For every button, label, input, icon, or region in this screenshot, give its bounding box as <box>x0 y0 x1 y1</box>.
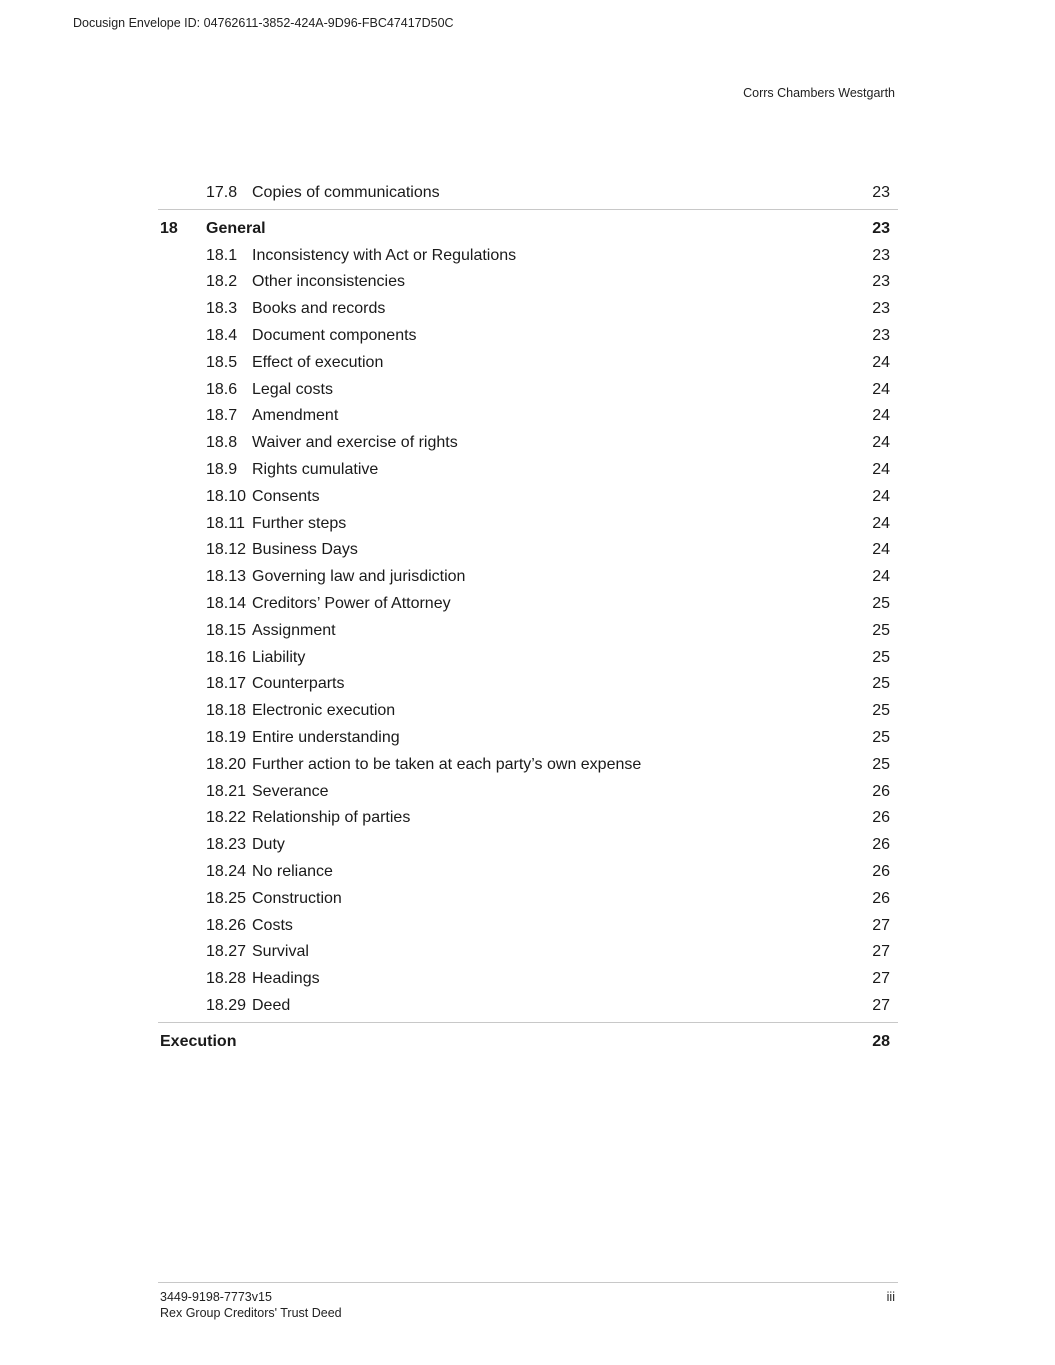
toc-entry[interactable] <box>158 537 898 564</box>
toc-entry-title: Severance <box>252 782 329 800</box>
toc-entry[interactable] <box>158 913 898 940</box>
toc-entry-page: 24 <box>872 568 890 586</box>
toc-entry-title: Effect of execution <box>252 353 384 371</box>
toc-entry[interactable] <box>158 269 898 296</box>
toc-entry-number: 18.15 <box>206 621 247 639</box>
toc-entry-page: 24 <box>872 487 890 505</box>
toc-entry-title: Copies of communications <box>252 184 440 201</box>
toc-entry-page: 24 <box>872 380 890 398</box>
toc-entry-title: Governing law and jurisdiction <box>252 568 466 586</box>
toc-entry-title: Creditors’ Power of Attorney <box>252 594 451 612</box>
toc-entry-title: Headings <box>252 970 320 988</box>
toc-entry-number: 18.25 <box>206 889 247 907</box>
toc-entry-page: 25 <box>872 621 890 639</box>
toc-entry-title: Counterparts <box>252 675 345 693</box>
toc-entry-number: 18.10 <box>206 487 247 505</box>
toc-heading-title: General <box>206 219 266 237</box>
toc-entry[interactable] <box>158 752 898 779</box>
toc-entry[interactable] <box>158 966 898 993</box>
toc-entry-number: 18.27 <box>206 943 247 961</box>
toc-entry-page: 27 <box>872 916 890 934</box>
toc-entry[interactable] <box>158 377 898 404</box>
toc-entry-title: Deed <box>252 996 291 1014</box>
toc-heading-page: 23 <box>872 219 890 237</box>
toc-entry-page: 26 <box>872 809 890 827</box>
toc-entry[interactable] <box>158 511 898 538</box>
toc-section-17-tail <box>158 180 898 207</box>
toc-entry-title: Relationship of parties <box>252 809 411 827</box>
firm-name: Corrs Chambers Westgarth <box>743 86 895 100</box>
toc-entry-number: 18.2 <box>206 273 238 291</box>
toc-entry-number: 18.3 <box>206 300 238 318</box>
toc-entry-number: 18.28 <box>206 970 247 988</box>
toc-entry-title: Survival <box>252 943 309 961</box>
toc-entry[interactable] <box>158 725 898 752</box>
toc-entry[interactable] <box>158 350 898 377</box>
toc-entry-number: 18.1 <box>206 246 238 264</box>
toc-entry[interactable] <box>158 591 898 618</box>
toc-entry-title: Further action to be taken at each party’s own expense <box>252 755 642 773</box>
toc-entry[interactable] <box>158 243 898 270</box>
toc-entry-number: 18.19 <box>206 728 247 746</box>
toc-entry[interactable] <box>158 939 898 966</box>
toc-entry[interactable] <box>158 564 898 591</box>
toc-entry-page: 27 <box>872 996 890 1014</box>
toc-entry[interactable] <box>158 698 898 725</box>
toc-entry-title: Books and records <box>252 300 386 318</box>
toc-entry[interactable] <box>158 805 898 832</box>
toc-entry-number: 18.4 <box>206 326 238 344</box>
toc-entry-number: 18.20 <box>206 755 247 773</box>
toc-heading-page: 28 <box>872 1032 890 1050</box>
toc-entry-page: 24 <box>872 460 890 478</box>
toc-entry-title: Liability <box>252 648 306 666</box>
toc-entry[interactable] <box>158 430 898 457</box>
toc-entry-title: No reliance <box>252 862 333 880</box>
toc-entry-number: 18.13 <box>206 568 247 586</box>
toc-entry-number: 18.21 <box>206 782 247 800</box>
toc-entry[interactable] <box>158 832 898 859</box>
footer-doc-id: 3449-9198-7773v15 <box>160 1290 272 1304</box>
toc-entry-page: 25 <box>872 755 890 773</box>
toc-entry-title: Waiver and exercise of rights <box>252 434 458 452</box>
toc-entry-title: Costs <box>252 916 293 934</box>
toc-entry-title: Assignment <box>252 621 336 639</box>
footer-page-number: iii <box>886 1290 895 1304</box>
toc-entry-page: 27 <box>872 970 890 988</box>
toc-entry-number: 18.6 <box>206 380 238 398</box>
toc-entry-number: 18.14 <box>206 594 247 612</box>
toc-entry[interactable] <box>158 618 898 645</box>
toc-entry[interactable] <box>158 296 898 323</box>
toc-entry-page: 23 <box>872 300 890 318</box>
toc-entry[interactable] <box>158 671 898 698</box>
toc-entry-number: 18.8 <box>206 434 238 452</box>
toc-entry[interactable] <box>158 180 898 207</box>
toc-entry-number: 18.24 <box>206 862 247 880</box>
toc-entry-number: 18.23 <box>206 836 247 854</box>
toc-entry-page: 26 <box>872 836 890 854</box>
toc-entry-page: 24 <box>872 434 890 452</box>
toc-entry-page: 24 <box>872 514 890 532</box>
toc-entry-title: Document components <box>252 326 417 344</box>
footer-divider <box>158 1282 898 1283</box>
toc-entry-page: 25 <box>872 702 890 720</box>
toc-entry[interactable] <box>158 403 898 430</box>
toc-entry-page: 24 <box>872 541 890 559</box>
toc-entry-page: 24 <box>872 353 890 371</box>
toc-entry-page: 25 <box>872 675 890 693</box>
toc-entry-page: 23 <box>872 273 890 291</box>
envelope-id: Docusign Envelope ID: 04762611-3852-424A-9D96-FBC47417D50C <box>73 16 454 30</box>
toc-entry-title: Amendment <box>252 407 339 425</box>
toc-entry-page: 24 <box>872 407 890 425</box>
toc-entry-number: 18.12 <box>206 541 247 559</box>
toc-entry-number: 18.18 <box>206 702 247 720</box>
toc-entry-title: Entire understanding <box>252 728 400 746</box>
toc-entry-title: Rights cumulative <box>252 460 379 478</box>
toc-entry-title: Construction <box>252 889 342 907</box>
toc-heading-title: Execution <box>160 1032 237 1050</box>
toc-entry-page: 25 <box>872 648 890 666</box>
toc-entry-number: 18.26 <box>206 916 247 934</box>
toc-entry-page: 25 <box>872 594 890 612</box>
toc-entry[interactable] <box>158 323 898 350</box>
toc-entry-number: 18.22 <box>206 809 247 827</box>
toc-entry-number: 18.11 <box>206 514 245 532</box>
toc-entry-number: 18.16 <box>206 648 247 666</box>
toc-entry-page: 26 <box>872 862 890 880</box>
toc-entry-title: Legal costs <box>252 380 333 398</box>
footer-doc-name: Rex Group Creditors' Trust Deed <box>160 1306 342 1320</box>
toc-entry-title: Duty <box>252 836 285 854</box>
toc-entry-page: 26 <box>872 889 890 907</box>
toc-entry-page: 26 <box>872 782 890 800</box>
toc-entry-number: 18.17 <box>206 675 247 693</box>
toc-entry[interactable] <box>158 645 898 672</box>
toc-entry-title: Inconsistency with Act or Regulations <box>252 246 517 264</box>
toc-entry-page: 23 <box>872 184 890 201</box>
section-divider <box>158 1022 898 1023</box>
toc-entry-title: Other inconsistencies <box>252 273 405 291</box>
toc-entry-number: 18.5 <box>206 353 238 371</box>
toc-entry-title: Consents <box>252 487 320 505</box>
section-divider <box>158 209 898 210</box>
toc-entry-page: 23 <box>872 246 890 264</box>
toc-entry-page: 27 <box>872 943 890 961</box>
toc-entry-title: Further steps <box>252 514 347 532</box>
toc-entry-page: 25 <box>872 728 890 746</box>
toc-section-18-items <box>158 243 898 1020</box>
toc-entry[interactable] <box>158 484 898 511</box>
toc-entry-number: 18.29 <box>206 996 247 1014</box>
toc-entry[interactable] <box>158 886 898 913</box>
toc-heading-execution[interactable] <box>158 1029 898 1056</box>
toc-entry-number: 18.7 <box>206 407 238 425</box>
table-of-contents <box>158 180 898 1056</box>
toc-entry[interactable] <box>158 457 898 484</box>
toc-entry-title: Business Days <box>252 541 358 559</box>
toc-entry[interactable] <box>158 859 898 886</box>
toc-entry-title: Electronic execution <box>252 702 396 720</box>
toc-entry-page: 23 <box>872 326 890 344</box>
toc-heading-general[interactable] <box>158 216 898 243</box>
toc-entry[interactable] <box>158 993 898 1020</box>
toc-entry-number: 17.8 <box>206 184 238 201</box>
toc-heading-number: 18 <box>160 219 178 237</box>
toc-entry[interactable] <box>158 779 898 806</box>
toc-entry-number: 18.9 <box>206 460 238 478</box>
